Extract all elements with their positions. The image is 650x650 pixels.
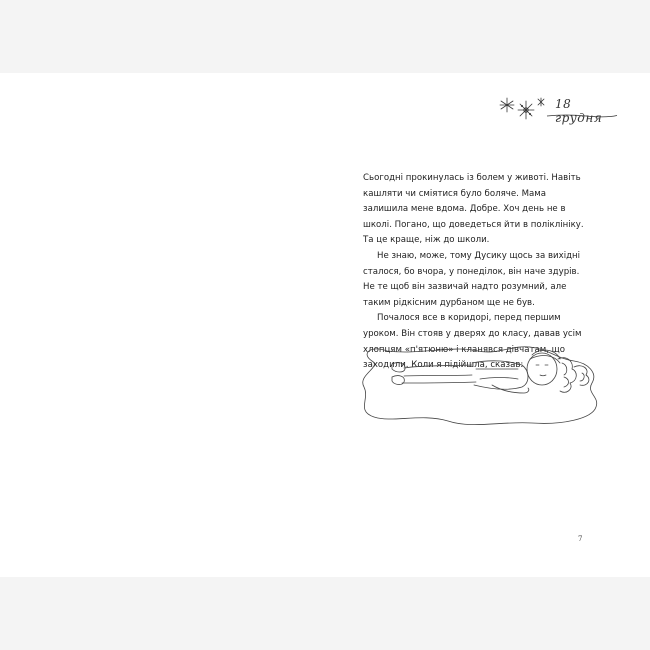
book-spread xyxy=(0,73,650,577)
page-number: 7 xyxy=(578,535,583,543)
date-underline xyxy=(546,113,618,119)
left-page xyxy=(0,73,325,577)
right-page xyxy=(325,73,650,577)
paragraph-3: Почалося все в коридорі, перед першим уроком. Він стояв у дверях до класу, давав усім хлопцям «п'ятюню» і кланявся дівчатам, що заходили. Коли я підійшла, сказав: xyxy=(363,313,582,371)
girl-lying-in-puddle-illustration xyxy=(352,313,612,433)
paragraph-2: Не знаю, може, тому Дусику щось за вихідні сталося, бо вчора, у понеділок, він наче здурів. Не те щоб він зазвичай надто розумний, але таким рідкісним дурбаном ще не був. xyxy=(363,250,581,308)
date-text: 18 грудня xyxy=(555,97,603,125)
date-header xyxy=(498,95,618,123)
paragraph-1: Сьогодні прокинулась із болем у животі. Навіть кашляти чи сміятися було боляче. Мама залишила мене вдома. Добре. Хоч день не в школі. Погано, що доведеться йти в поліклініку. Та це краще, ніж до школи. xyxy=(363,173,584,246)
